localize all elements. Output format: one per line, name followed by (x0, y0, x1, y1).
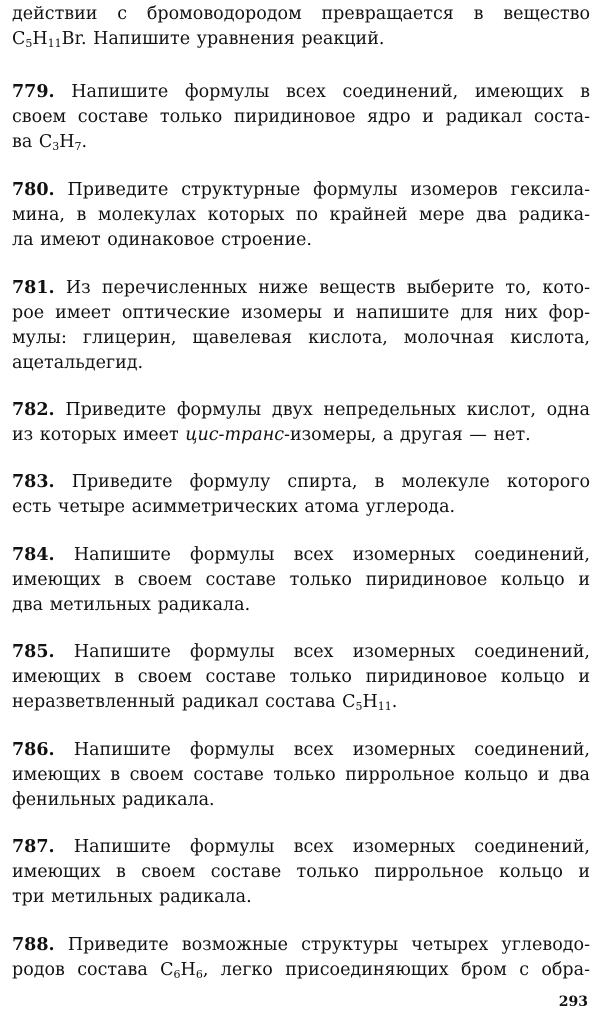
formula-part: H (59, 132, 75, 152)
formula-part: H (32, 29, 48, 49)
text-line: имеющих в своем составе только пиррольное кольцо и два (12, 765, 590, 785)
problem-text: Напишите формулы всех изомерных соединений, (73, 642, 590, 662)
formula-part: ва C (12, 132, 53, 152)
problem-787 (12, 835, 590, 910)
formula-part: , легко присоединяющих бром с обра- (202, 960, 590, 980)
formula-part: . (391, 692, 398, 712)
formula-part: H (180, 960, 196, 980)
formula-part: . (81, 132, 88, 152)
text-line (12, 423, 590, 448)
problem-number: 781. (12, 278, 55, 298)
problem-781 (12, 276, 590, 376)
subscript: 5 (25, 37, 33, 50)
problem-785 (12, 640, 590, 715)
formula-part: C (12, 29, 26, 49)
problem-text: Напишите формулы всех изомерных соединений, (73, 837, 590, 857)
problem-text: Из перечисленных ниже веществ выберите то, кото- (65, 278, 590, 298)
formula-part: Br. Напишите уравнения реакций. (61, 29, 385, 49)
problem-text: Напишите формулы всех изомерных соединений, (73, 545, 590, 565)
page-number: 293 (558, 994, 588, 1010)
text-line: мина, в молекулах которых по крайней мере два радика- (12, 205, 590, 225)
text-line: три метильных радикала. (12, 887, 252, 907)
text-line (12, 130, 590, 155)
formula-part: неразветвленный радикал состава C (12, 692, 356, 712)
text-line (12, 690, 590, 715)
text-line: ла имеют одинаковое строение. (12, 230, 312, 250)
formula-part: H (362, 692, 378, 712)
text-line: рое имеет оптические изомеры и напишите для них фор- (12, 303, 590, 323)
intro-paragraph (12, 2, 590, 52)
text-line (12, 398, 590, 423)
problem-number: 788. (12, 935, 55, 955)
subscript: 5 (355, 700, 363, 713)
subscript: 11 (377, 700, 392, 713)
text-line (12, 738, 590, 763)
problem-text: из которых имеет (12, 425, 186, 445)
problem-text: Приведите формулы двух непредельных кислот, одна (65, 400, 590, 420)
subscript: 3 (52, 140, 60, 153)
text-line (12, 543, 590, 568)
text-line (12, 835, 590, 860)
text-line (12, 470, 590, 495)
problem-number: 780. (12, 180, 55, 200)
text-line: фенильных радикала. (12, 790, 215, 810)
text-line: есть четыре асимметрических атома углерода. (12, 497, 456, 517)
problem-number: 782. (12, 400, 55, 420)
problem-788 (12, 933, 590, 983)
subscript: 7 (74, 140, 82, 153)
text-line (12, 958, 590, 983)
text-line: мулы: глицерин, щавелевая кислота, молочная кислота, (12, 328, 590, 348)
text-line: имеющих в своем составе только пиридиновое кольцо и (12, 570, 590, 590)
problem-text: -изомеры, а другая — нет. (284, 425, 531, 445)
problem-number: 785. (12, 642, 55, 662)
text-line: действии с бромоводородом превращается в вещество (12, 4, 590, 24)
problem-text: Приведите возможные структуры четырех углеводо- (67, 935, 590, 955)
problem-number: 784. (12, 545, 55, 565)
problem-text: Напишите формулы всех изомерных соединений, (73, 740, 590, 760)
problem-779 (12, 80, 590, 155)
problem-786 (12, 738, 590, 813)
text-line (12, 27, 590, 52)
problem-number: 779. (12, 82, 55, 102)
text-line (12, 933, 590, 958)
subscript: 6 (173, 968, 181, 981)
text-line (12, 276, 590, 301)
problem-780 (12, 178, 590, 253)
problem-number: 787. (12, 837, 55, 857)
problem-text: Приведите структурные формулы изомеров гексила- (67, 180, 590, 200)
subscript: 6 (195, 968, 203, 981)
text-line: два метильных радикала. (12, 595, 251, 615)
text-line: ацетальдегид. (12, 353, 144, 373)
problem-783 (12, 470, 590, 520)
text-line: имеющих в своем составе только пиридиновое кольцо и (12, 667, 590, 687)
text-line (12, 80, 590, 105)
text-line (12, 178, 590, 203)
subscript: 11 (47, 37, 62, 50)
problem-number: 786. (12, 740, 55, 760)
text-line (12, 640, 590, 665)
problem-text: Приведите формулу спирта, в молекуле которого (71, 472, 590, 492)
formula-part: родов состава C (12, 960, 174, 980)
italic-term: цис-транс (185, 425, 285, 445)
problem-782 (12, 398, 590, 448)
problem-text: Напишите формулы всех соединений, имеющих в (71, 82, 590, 102)
problem-784 (12, 543, 590, 618)
text-line: своем составе только пиридиновое ядро и радикал соста- (12, 107, 590, 127)
text-line: имеющих в своем составе только пиррольное кольцо и (12, 862, 590, 882)
problem-number: 783. (12, 472, 55, 492)
